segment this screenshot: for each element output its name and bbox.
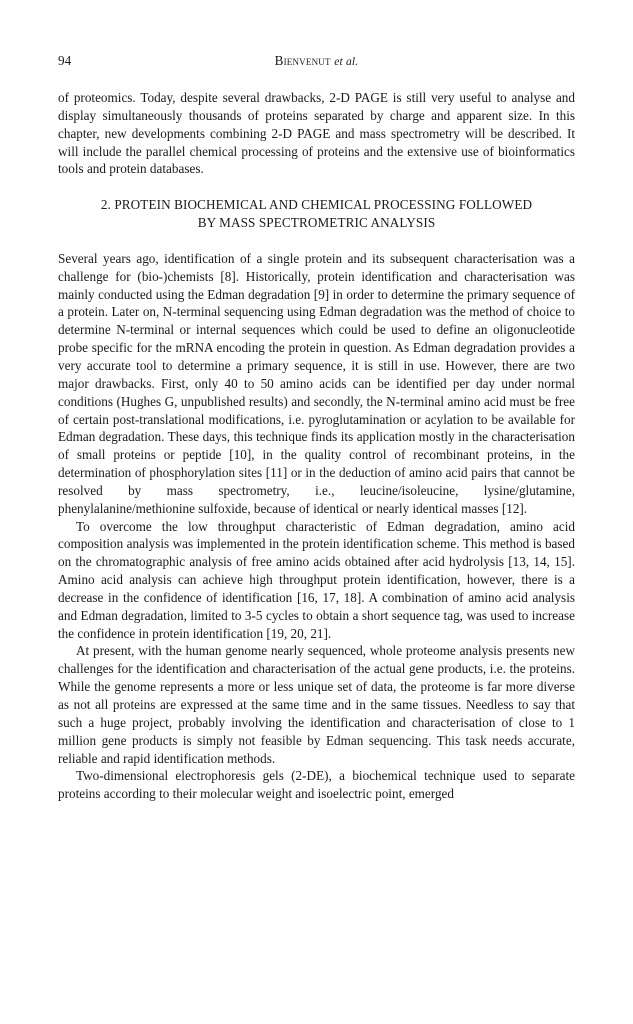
running-title-etal: et al.	[334, 56, 359, 68]
paragraph-intro: of proteomics. Today, despite several drawbacks, 2-D PAGE is still very useful to analyse and display simultaneously thousands of proteins separated by charge and apparent size. In this chapter, new developments combining 2-D PAGE and mass spectrometry will be described. It will include the parallel chemical processing of proteins and the extensive use of bioinformatics tools and protein databases.	[58, 90, 575, 177]
section-heading	[58, 196, 575, 232]
document-page	[58, 52, 575, 803]
body-text	[58, 89, 575, 803]
running-head	[58, 52, 575, 70]
section-heading-line-2: BY MASS SPECTROMETRIC ANALYSIS	[197, 215, 436, 231]
section-heading-line-1: 2. PROTEIN BIOCHEMICAL AND CHEMICAL PROCESSING FOLLOWED	[100, 197, 533, 213]
paragraph-3: At present, with the human genome nearly sequenced, whole proteome analysis presents new challenges for the identification and characterisation of the actual gene products, i.e. the proteins. While the genome represents a more or less unique set of data, the proteome is far more diverse as not all proteins are expressed at the same time and in the same tissues. Needless to say that such a huge project, probably involving the identification and characterisation of close to 1 million gene products is simply not feasible by Edman sequencing. This task needs accurate, reliable and rapid identification methods.	[58, 643, 575, 766]
running-title	[58, 52, 575, 71]
paragraph-4: Two-dimensional electrophoresis gels (2-DE), a biochemical technique used to separate proteins according to their molecular weight and isoelectric point, emerged	[58, 768, 575, 802]
paragraph-2: To overcome the low throughput characteristic of Edman degradation, amino acid composition analysis was implemented in the protein identification scheme. This method is based on the chromatographic analysis of free amino acids obtained after acid hydrolysis [13, 14, 15]. Amino acid analysis can achieve high throughput protein identification, however, there is a decrease in the confidence of identification [16, 17, 18]. A combination of amino acid analysis and Edman degradation, limited to 3-5 cycles to obtain a short sequence tag, was used to increase the confidence in protein identification [19, 20, 21].	[58, 518, 575, 641]
running-title-authors: Bienvenut	[274, 53, 331, 68]
paragraph-1: Several years ago, identification of a single protein and its subsequent characterisation was a challenge for (bio-)chemists [8]. Historically, protein identification and characterisation was mainly conducted using the Edman degradation [9] in order to determine the primary sequence of a protein. Later on, N-terminal sequencing using Edman degradation was the method of choice to determine N-terminal or internal sequences which could be used to define an oligonucleotide probe specific for the mRNA encoding the protein in question. As Edman degradation provides a very accurate tool to determine a primary sequence, it is still in use. However, there are two major drawbacks. First, only 40 to 50 amino acids can be identified per day under normal conditions (Hughes G, unpublished results) and secondly, the N-terminal amino acid must be free of certain post-translational modifications, i.e. pyroglutamination or acylation to be available for Edman degradation. These days, this technique finds its application mostly in the characterisation of small proteins or peptide [10], in the quality control of recombinant proteins, in the determination of phosphorylation sites [11] or in the deduction of amino acid pairs that cannot be resolved by mass spectrometry, i.e., leucine/isoleucine, lysine/glutamine, phenylalanine/methionine sulfoxide, because of identical or nearly identical masses [12].	[58, 250, 575, 516]
page-number: 94	[58, 53, 72, 68]
